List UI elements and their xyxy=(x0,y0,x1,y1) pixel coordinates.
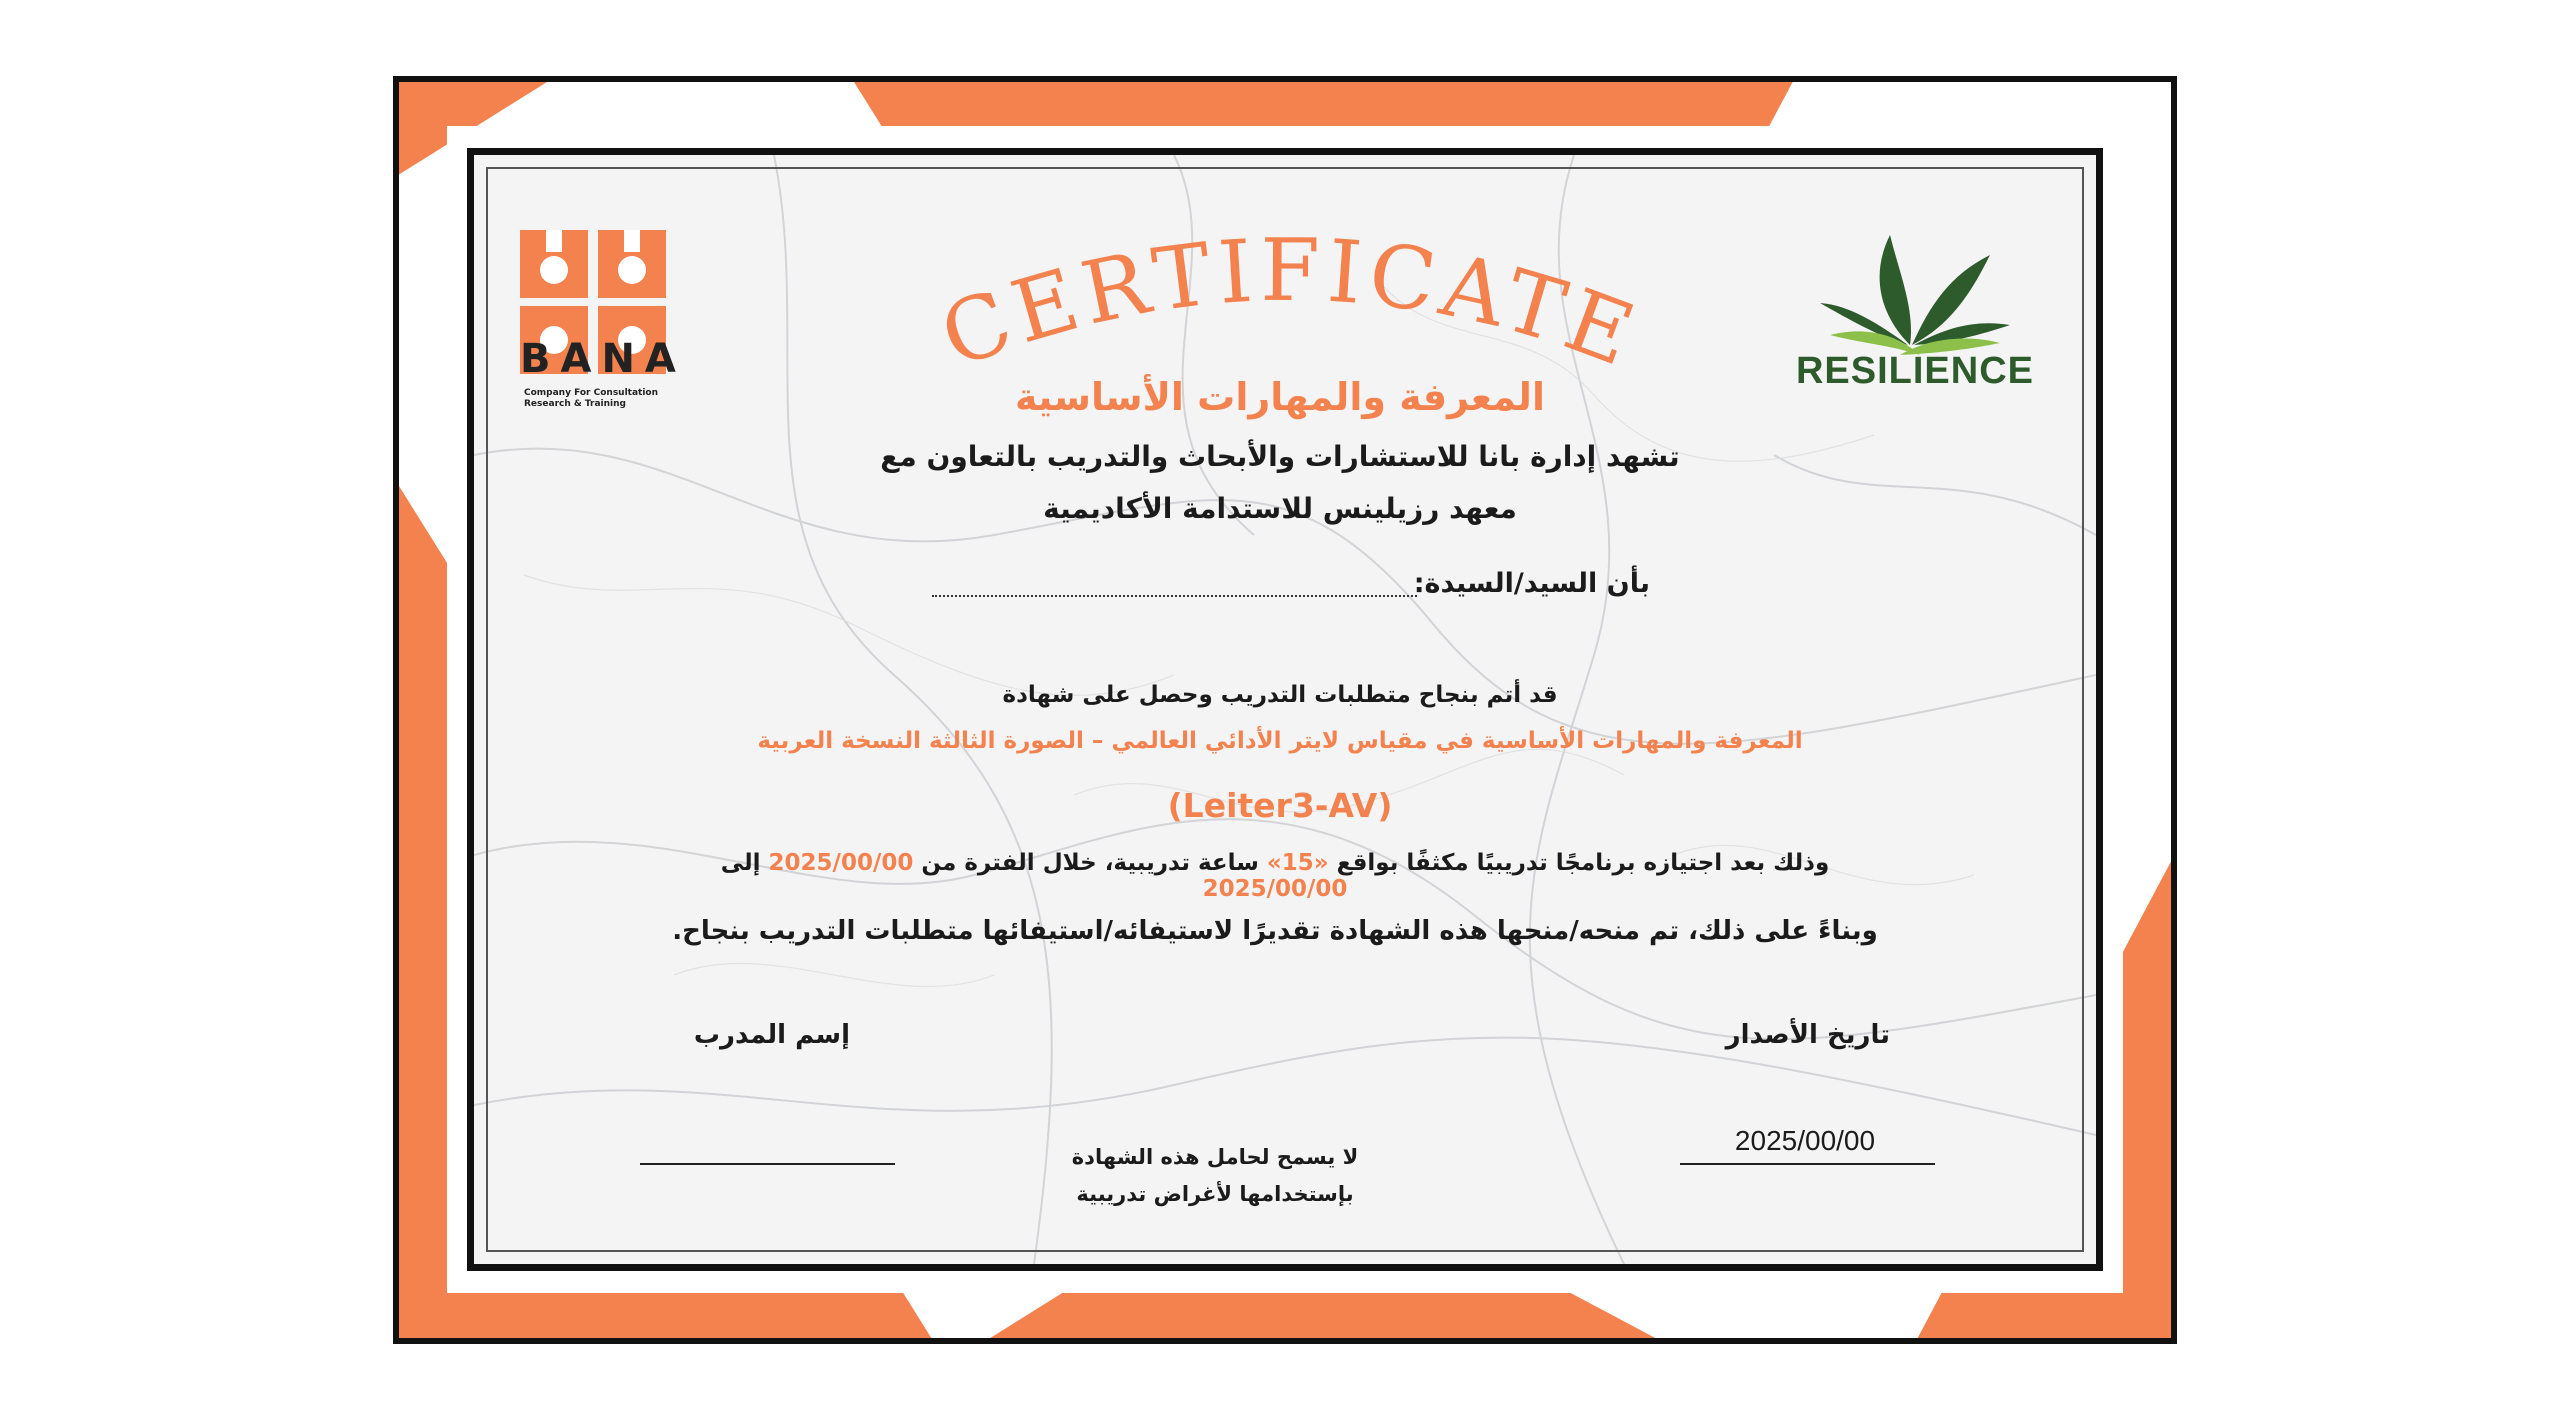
training-hours-line xyxy=(660,850,1890,902)
trainer-name-label: إسم المدرب xyxy=(693,1020,850,1050)
program-name: المعرفة والمهارات الأساسية في مقياس لايتر الأدائي العالمي – الصورة الثالثة النسخة العربية xyxy=(757,728,1803,754)
bana-logo-icon xyxy=(520,195,686,415)
issue-date-value: 2025/00/00 xyxy=(1734,1125,1876,1156)
from-date: 2025/00/00 xyxy=(768,850,914,876)
to-date: 2025/00/00 xyxy=(1202,876,1348,902)
resilience-wordmark: RESILIENCE xyxy=(1795,350,2035,392)
issuer-line-1: تشهد إدارة بانا للاستشارات والأبحاث والتدريب بالتعاون مع xyxy=(880,440,1680,473)
trainer-signature-line xyxy=(640,1163,895,1165)
bana-wordmark: BANA xyxy=(520,336,686,382)
usage-notice-line-1: لا يسمح لحامل هذه الشهادة xyxy=(1071,1145,1359,1169)
certificate-title: المعرفة والمهارات الأساسية xyxy=(1015,375,1545,419)
resilience-leaf-icon xyxy=(1800,225,2020,365)
bana-tagline-1: Company For Consultation xyxy=(524,388,659,398)
bana-tagline xyxy=(524,388,684,410)
hours-text-mid: ساعة تدريبية، خلال الفترة من xyxy=(921,850,1259,876)
bana-tagline-2: Research & Training xyxy=(524,399,626,409)
completion-statement: قد أتم بنجاح متطلبات التدريب وحصل على شهادة xyxy=(1002,682,1558,708)
hours-value: «15» xyxy=(1266,850,1329,876)
issue-date-label: تاريخ الأصدار xyxy=(1725,1020,1890,1050)
issue-date-line xyxy=(1680,1163,1935,1165)
hours-text-before: وذلك بعد اجتيازه برنامجًا تدريبيًا مكثفًا بواقع xyxy=(1336,850,1830,876)
recipient-name-label: بأن السيد/السيدة: xyxy=(1413,568,1650,599)
grant-statement: وبناءً على ذلك، تم منحه/منحها هذه الشهادة تقديرًا لاستيفائه/استيفائها متطلبات التدريب بنجاح. xyxy=(672,916,1878,946)
certificate-heading-text: CERTIFICATE xyxy=(928,230,1652,388)
usage-notice-line-2: بإستخدامها لأغراض تدريبية xyxy=(1076,1182,1354,1206)
to-word: إلى xyxy=(720,850,761,876)
issuer-line-2: معهد رزيلينس للاستدامة الأكاديمية xyxy=(1043,492,1517,525)
svg-text:CERTIFICATE xyxy=(928,230,1651,388)
program-code: (Leiter3-AV) xyxy=(1167,786,1393,825)
recipient-name-field xyxy=(932,594,1417,597)
